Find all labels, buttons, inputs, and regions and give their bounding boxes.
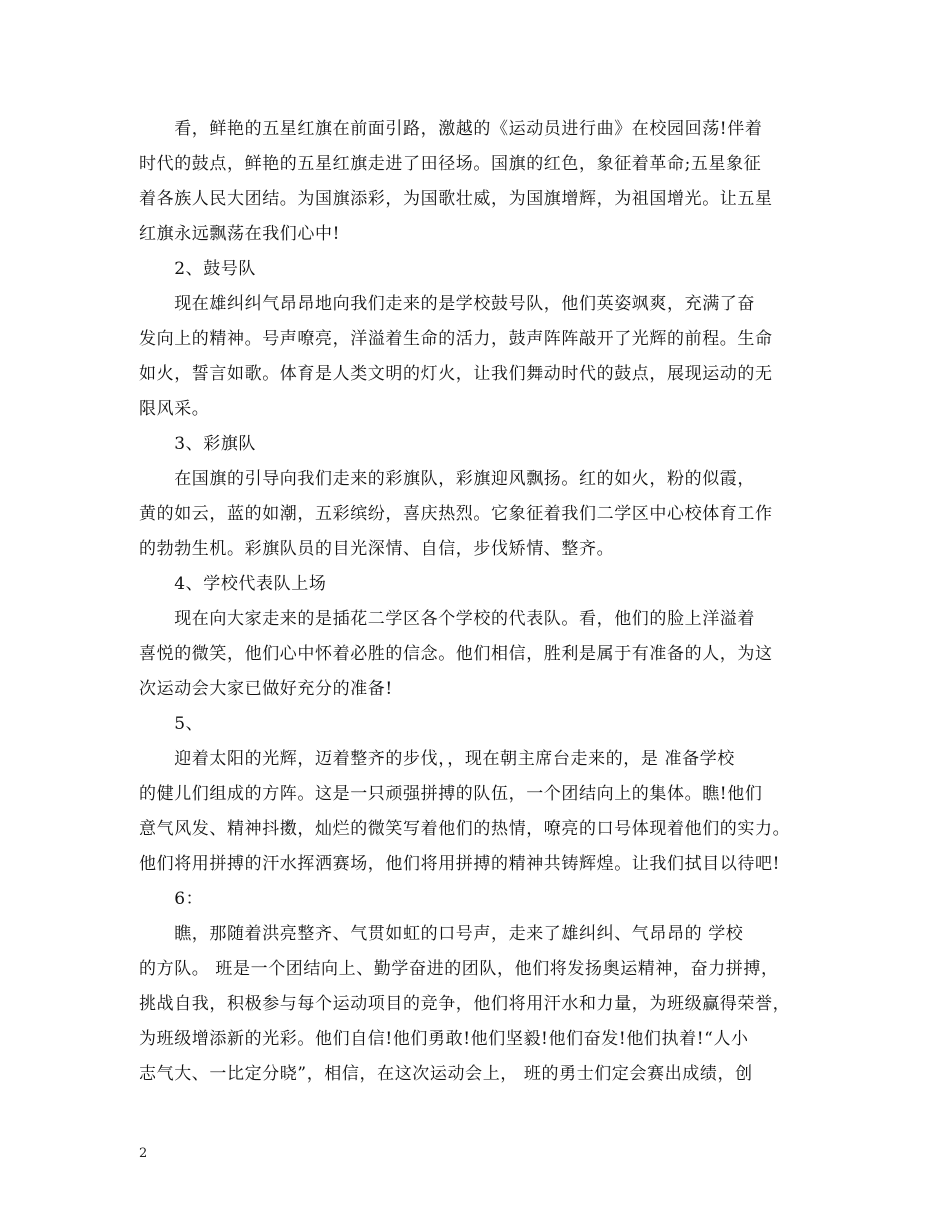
text-line: 看，鲜艳的五星红旗在前面引路，激越的《运动员进行曲》在校园回荡!伴着: [139, 119, 763, 139]
text-line: 他们将用拼搏的汗水挥洒赛场，他们将用拼搏的精神共铸辉煌。让我们拭目以待吧!: [139, 854, 781, 874]
text-line: 黄的如云，蓝的如潮，五彩缤纷，喜庆热烈。它象征着我们二学区中心校体育工作: [139, 504, 773, 524]
section-heading: 3、彩旗队: [139, 434, 257, 454]
text-line: 的方队。 班是一个团结向上、勤学奋进的团队，他们将发扬奥运精神，奋力拼搏，: [139, 959, 779, 979]
text-line: 现在雄纠纠气昂昂地向我们走来的是学校鼓号队，他们英姿飒爽，充满了奋: [139, 294, 755, 314]
text-line: 意气风发、精神抖擞，灿烂的微笑写着他们的热情，嘹亮的口号体现着他们的实力。: [139, 819, 791, 839]
text-line: 红旗永远飘荡在我们心中!: [139, 224, 341, 244]
text-line: 瞧，那随着洪亮整齐、气贯如虹的口号声，走来了雄纠纠、气昂昂的 学校: [139, 924, 744, 944]
text-line: 为班级增添新的光彩。他们自信!他们勇敢!他们坚毅!他们奋发!他们执着!“人小: [139, 1029, 749, 1049]
section-heading: 6：: [139, 889, 204, 909]
text-line: 次运动会大家已做好充分的准备!: [139, 679, 393, 699]
text-line: 迎着太阳的光辉，迈着整齐的步伐，，现在朝主席台走来的，是 准备学校: [139, 749, 735, 769]
text-line: 的勃勃生机。彩旗队员的目光深情、自信，步伐矫情、整齐。: [139, 539, 615, 559]
section-heading: 5、: [139, 714, 204, 734]
text-line: 挑战自我，积极参与每个运动项目的竞争，他们将用汗水和力量，为班级赢得荣誉，: [139, 994, 791, 1014]
text-line: 志气大、一比定分晓”，相信，在这次运动会上， 班的勇士们定会赛出成绩，创: [139, 1064, 753, 1084]
text-line: 限风采。: [139, 399, 210, 419]
text-line: 如火，誓言如歌。体育是人类文明的灯火，让我们舞动时代的鼓点，展现运动的无: [139, 364, 773, 384]
text-line: 时代的鼓点，鲜艳的五星红旗走进了田径场。国旗的红色，象征着革命;五星象征: [139, 154, 762, 174]
text-line: 发向上的精神。号声嘹亮，洋溢着生命的活力，鼓声阵阵敲开了光辉的前程。生命: [139, 329, 773, 349]
text-line: 的健儿们组成的方阵。这是一只顽强拼搏的队伍，一个团结向上的集体。瞧!他们: [139, 784, 763, 804]
section-heading: 4、学校代表队上场: [139, 574, 327, 594]
page-number: 2: [139, 1146, 148, 1161]
text-line: 在国旗的引导向我们走来的彩旗队，彩旗迎风飘扬。红的如火，粉的似霞，: [139, 469, 755, 489]
text-line: 喜悦的微笑，他们心中怀着必胜的信念。他们相信，胜利是属于有准备的人，为这: [139, 644, 773, 664]
text-line: 现在向大家走来的是插花二学区各个学校的代表队。看，他们的脸上洋溢着: [139, 609, 755, 629]
text-line: 着各族人民大团结。为国旗添彩，为国歌壮威，为国旗增辉，为祖国增光。让五星: [139, 189, 773, 209]
section-heading: 2、鼓号队: [139, 259, 257, 279]
